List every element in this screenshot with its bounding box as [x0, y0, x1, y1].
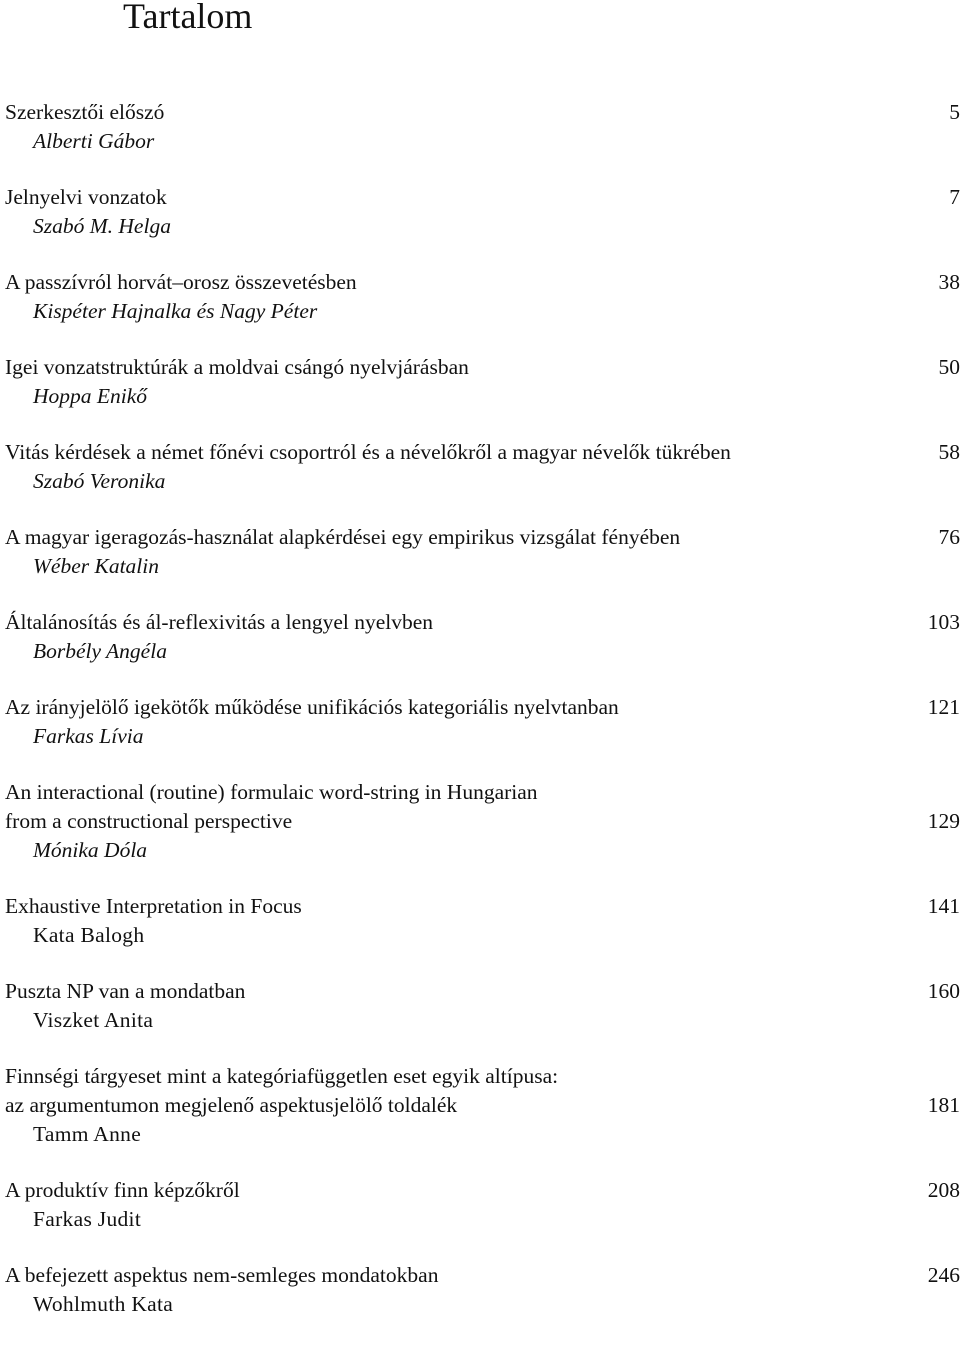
- page-number: 160: [928, 977, 960, 1006]
- toc-entry: [5, 1062, 960, 1149]
- toc-entry: [5, 353, 960, 411]
- page-number: 121: [928, 693, 960, 722]
- entry-title: Igei vonzatstruktúrák a moldvai csángó nyelvjárásban: [5, 353, 469, 382]
- page-number: 181: [928, 1091, 960, 1120]
- page-number: 76: [939, 523, 960, 552]
- entry-title-line1: An interactional (routine) formulaic word-string in Hungarian: [5, 778, 538, 807]
- entry-title: Szerkesztői előszó: [5, 98, 164, 127]
- toc-entry: [5, 1261, 960, 1319]
- toc-entry: [5, 1176, 960, 1234]
- toc-entry: [5, 892, 960, 950]
- entry-author: Tamm Anne: [5, 1120, 960, 1149]
- entry-author: Kata Balogh: [5, 921, 960, 950]
- entry-author: Kispéter Hajnalka és Nagy Péter: [5, 297, 960, 326]
- entry-title: A produktív finn képzőkről: [5, 1176, 240, 1205]
- page-number: 38: [939, 268, 960, 297]
- page-number: 58: [939, 438, 960, 467]
- toc-entry: [5, 523, 960, 581]
- entry-author: Szabó M. Helga: [5, 212, 960, 241]
- page-number: 129: [928, 807, 960, 836]
- entry-title: Exhaustive Interpretation in Focus: [5, 892, 302, 921]
- toc-entry: [5, 977, 960, 1035]
- page-number: 141: [928, 892, 960, 921]
- entry-title: Az irányjelölő igekötők működése unifikációs kategoriális nyelvtanban: [5, 693, 619, 722]
- entry-title: from a constructional perspective: [5, 807, 292, 836]
- entry-author: Wohlmuth Kata: [5, 1290, 960, 1319]
- toc-entry: [5, 183, 960, 241]
- entry-title: az argumentumon megjelenő aspektusjelölő toldalék: [5, 1091, 457, 1120]
- toc-entry: [5, 608, 960, 666]
- page-title: Tartalom: [123, 0, 252, 38]
- entry-title-line1: Finnségi tárgyeset mint a kategóriafüggetlen eset egyik altípusa:: [5, 1062, 558, 1091]
- entry-author: Hoppa Enikő: [5, 382, 960, 411]
- entry-author: Alberti Gábor: [5, 127, 960, 156]
- entry-title: Jelnyelvi vonzatok: [5, 183, 167, 212]
- entry-author: Szabó Veronika: [5, 467, 960, 496]
- table-of-contents: [5, 98, 960, 1345]
- page-number: 50: [939, 353, 960, 382]
- entry-title: Vitás kérdések a német főnévi csoportról és a névelőkről a magyar névelők tükrében: [5, 438, 731, 467]
- toc-entry: [5, 98, 960, 156]
- entry-author: Wéber Katalin: [5, 552, 960, 581]
- page-number: 5: [949, 98, 960, 127]
- page-number: 103: [928, 608, 960, 637]
- entry-title: A passzívról horvát–orosz összevetésben: [5, 268, 357, 297]
- entry-author: Borbély Angéla: [5, 637, 960, 666]
- entry-title: A magyar igeragozás-használat alapkérdései egy empirikus vizsgálat fényében: [5, 523, 680, 552]
- toc-entry: [5, 438, 960, 496]
- entry-author: Viszket Anita: [5, 1006, 960, 1035]
- entry-title: A befejezett aspektus nem-semleges mondatokban: [5, 1261, 438, 1290]
- toc-entry: [5, 268, 960, 326]
- toc-entry: [5, 778, 960, 865]
- entry-title: Általánosítás és ál-reflexivitás a lengyel nyelvben: [5, 608, 433, 637]
- page-number: 7: [949, 183, 960, 212]
- page-number: 246: [928, 1261, 960, 1290]
- entry-author: Mónika Dóla: [5, 836, 960, 865]
- entry-author: Farkas Judit: [5, 1205, 960, 1234]
- entry-title: Puszta NP van a mondatban: [5, 977, 245, 1006]
- page-number: 208: [928, 1176, 960, 1205]
- toc-entry: [5, 693, 960, 751]
- entry-author: Farkas Lívia: [5, 722, 960, 751]
